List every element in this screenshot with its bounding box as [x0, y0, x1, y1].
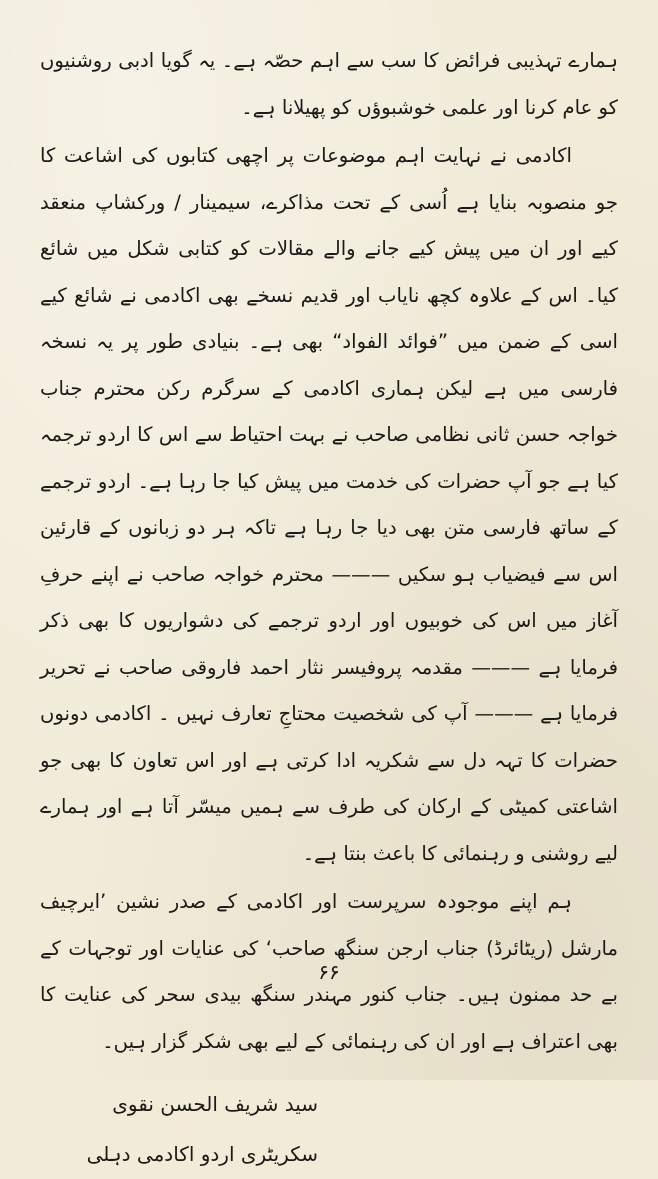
signature-name: سید شریف الحسن نقوی: [112, 1092, 318, 1116]
paragraph-3: ہم اپنے موجودہ سرپرست اور اکادمی کے صدر نشین ’ایرچیف مارشل (ریٹائرڈ) جناب ارجن سنگھ صاحب‘ کی عنایات اور توجہات کے بے حد ممنون ہیں۔ جناب کنور مہندر سنگھ بیدی سحر کی عنایت کا بھی اعتراف ہے اور ان کی رہنمائی کے لیے بھی شکر گزار ہیں۔: [40, 890, 618, 1053]
signature-title: سکریٹری اردو اکادمی دہلی: [86, 1142, 318, 1166]
page-number: ۶۶: [318, 960, 340, 984]
signature-block: [40, 1079, 618, 1179]
body-text: [40, 38, 618, 1065]
paragraph-2: اکادمی نے نہایت اہم موضوعات پر اچھی کتابوں کی اشاعت کا جو منصوبہ بنایا ہے اُسی کے تحت مذاکرے، سیمینار / ورکشاپ منعقد کیے اور ان میں پیش کیے جانے والے مقالات کو کتابی شکل میں شائع کیا۔ اس کے علاوہ کچھ نایاب اور قدیم نسخے بھی اکادمی نے شائع کیے اسی کے ضمن میں ”فوائد الفواد“ بھی ہے۔ بنیادی طور پر یہ نسخہ فارسی میں ہے لیکن ہماری اکادمی کے سرگرم رکن محترم جناب خواجہ حسن ثانی نظامی صاحب نے بہت احتیاط سے اس کا اردو ترجمہ کیا ہے جو آپ حضرات کی خدمت میں پیش کیا جا رہا ہے۔ اردو ترجمے کے ساتھ فارسی متن بھی دیا جا رہا ہے تاکہ ہر دو زبانوں کے قارئین اس سے فیضیاب ہو سکیں ——— محترم خواجہ صاحب نے اپنے حرفِ آغاز میں اس کی خوبیوں اور اردو ترجمے کی دشواریوں کا بھی ذکر فرمایا ہے ——— مقدمہ پروفیسر نثار احمد فاروقی صاحب نے تحریر فرمایا ہے ——— آپ کی شخصیت محتاجِ تعارف نہیں ۔ اکادمی دونوں حضرات کا تہہ دل سے شکریہ ادا کرتی ہے اور اس تعاون کا بھی جو اشاعتی کمیٹی کے ارکان کی طرف سے ہمیں میسّر آتا ہے اور ہمارے لیے روشنی و رہنمائی کا باعث بنتا ہے۔: [40, 144, 618, 865]
paragraph-1: ہمارے تہذیبی فرائض کا سب سے اہم حصّہ ہے۔ یہ گویا ادبی روشنیوں کو عام کرنا اور علمی خوشبوؤں کو پھیلانا ہے۔: [40, 49, 618, 119]
